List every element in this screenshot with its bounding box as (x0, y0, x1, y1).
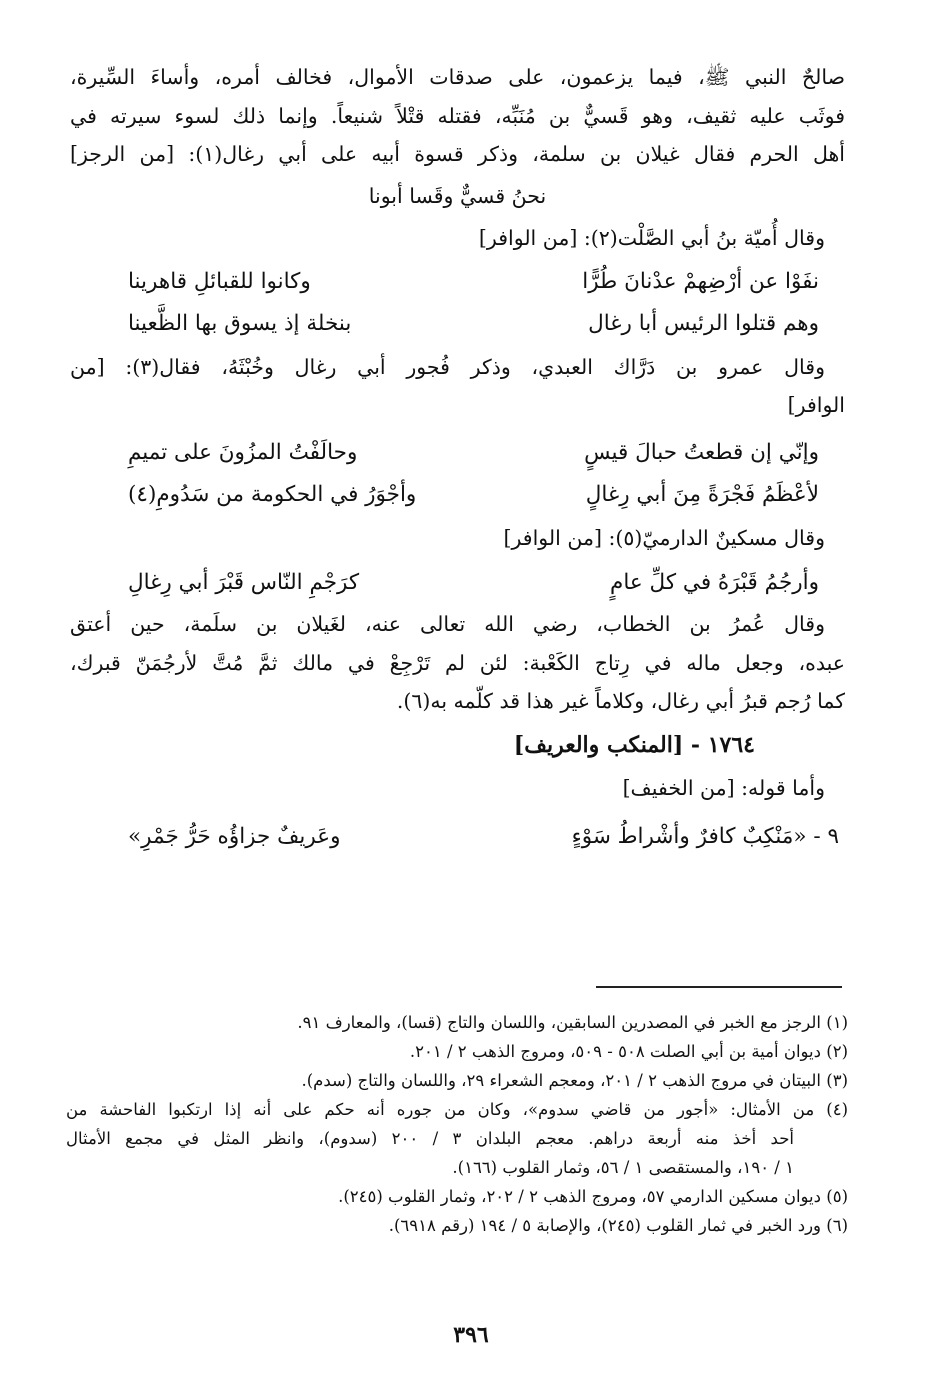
footnote-divider (596, 986, 842, 988)
verse-line (70, 435, 845, 471)
verse-hemistich-left: وكانوا للقبائلِ قاهرينا (128, 268, 311, 294)
amr-intro-cont: الوافر] (787, 393, 845, 417)
footnote: (٣) البيتان في مروج الذهب ٢ / ٢٠١، ومعجم الشعراء ٢٩، واللسان والتاج (سدم). (301, 1071, 848, 1090)
verse-hemistich-left: كرَجْمِ النّاس قَبْرَ أبي رِغالِ (128, 570, 360, 595)
footnote: (١) الرجز مع الخبر في المصدرين السابقين، واللسان والتاج (قسا)، والمعارف ٩١. (297, 1013, 848, 1032)
verse-line-khafif (70, 819, 845, 855)
footnote: (٢) ديوان أمية بن أبي الصلت ٥٠٨ - ٥٠٩، ومروج الذهب ٢ / ٢٠١. (409, 1042, 848, 1061)
khafif-intro: وأما قوله: [من الخفيف] (622, 775, 825, 800)
verse-block-amr (70, 435, 845, 513)
verse-line (70, 477, 845, 513)
verse-hemistich-right: وإنّي إن قطعتُ حبالَ قيسٍ (584, 439, 819, 465)
verse-hemistich-right: وأرجُمُ قَبْرَهُ في كلِّ عامٍ (610, 570, 819, 595)
footnotes (66, 1008, 848, 1240)
verse-line-miskin (70, 565, 845, 601)
text-line: وقال عُمرُ بن الخطاب، رضي الله تعالى عنه، لغَيلان بن سلَمة، حين أعتق (70, 612, 825, 636)
text-line: كما رُجم قبرُ أبي رغال، وكلاماً غير هذا قد كلّمه به(٦). (396, 689, 845, 713)
page-number: ٣٩٦ (453, 1322, 489, 1348)
verse-hemistich-left: بنخلة إذ يسوق بها الظَّعينا (128, 310, 352, 336)
verse-hemistich-right: نفَوْا عن أرْضِهمْ عدْنانَ طُرًّا (582, 268, 819, 294)
verse-line (70, 264, 845, 300)
text-line: صالحٌ النبي ﷺ، فيما يزعمون، على صدقات الأموال، فخالف أمره، وأساءَ السِّيرة، (70, 65, 845, 89)
verse-hemistich-left: وأجْوَرُ في الحكومة من سَدُومِ(٤) (128, 481, 417, 507)
footnote-continuation: ١ / ١٩٠، والمستقصى ١ / ٥٦، وثمار القلوب (١٦٦). (452, 1158, 794, 1177)
footnote: (٥) ديوان مسكين الدارمي ٥٧، ومروج الذهب ٢ / ٢٠٢، وثمار القلوب (٢٤٥). (338, 1187, 848, 1206)
text-line: أهل الحرم فقال غيلان بن سلمة، وذكر قسوة أبيه على أبي رغال(١): [من الرجز] (70, 142, 845, 166)
footnote: (٦) ورد الخبر في ثمار القلوب (٢٤٥)، والإصابة ٥ / ١٩٤ (رقم ٦٩١٨). (388, 1216, 848, 1235)
verse-hemistich-left: وعَريفٌ جزاؤُه حَرُّ جَمْرِ» (128, 824, 341, 849)
rajaz-verse: نحنُ قسيٌّ وقَسا أبونا (368, 183, 547, 208)
verse-block-umayya (70, 264, 845, 342)
verse-hemistich-right: لأعْظَمُ فَجْرَةً مِنَ أبي رِغالٍ (585, 481, 819, 507)
footnote: (٤) من الأمثال: «أجور من قاضي سدوم»، وكان من جوره أنه حكم على أنه إذا ارتكبوا الفاحشة من (66, 1100, 848, 1119)
verse-hemistich-right: وهم قتلوا الرئيس أبا رغال (588, 310, 819, 336)
section-heading: ١٧٦٤ - [المنكب والعريف] (513, 731, 755, 758)
footnote-continuation: أحد أخذ منه أربعة دراهم. معجم البلدان ٣ / ٢٠٠ (سدوم)، وانظر المثل في مجمع الأمثال (66, 1129, 795, 1148)
text-line: فوثَب عليه ثقيف، وهو قَسيٌّ بن مُنَبِّه، فقتله قتْلاً شنيعاً. وإنما ذلك لسوء سيرته في (70, 103, 845, 128)
main-text (70, 58, 845, 861)
verse-hemistich-right: ٩ - «مَنْكِبٌ كافرٌ وأشْراطُ سَوْءٍ (571, 824, 839, 849)
verse-line (70, 306, 845, 342)
amr-intro: وقال عمرو بن دَرَّاك العبدي، وذكر فُجور أبي رغال وخُبْثَهُ، فقال(٣): [من (70, 354, 825, 379)
text-line: عبده، وجعل ماله في رِتاج الكَعْبة: لئن لم تَرْجِعْ في مالك ثمَّ مُتَّ لأرجُمَنّ قبرك، (70, 650, 845, 675)
verse-hemistich-left: وحالَفْتُ المزُونَ على تميمِ (128, 439, 358, 465)
umayya-intro: وقال أُميّة بنُ أبي الصَّلْت(٢): [من الوافر] (478, 226, 825, 250)
miskin-intro: وقال مسكينٌ الدارميّ(٥): [من الوافر] (503, 525, 825, 550)
